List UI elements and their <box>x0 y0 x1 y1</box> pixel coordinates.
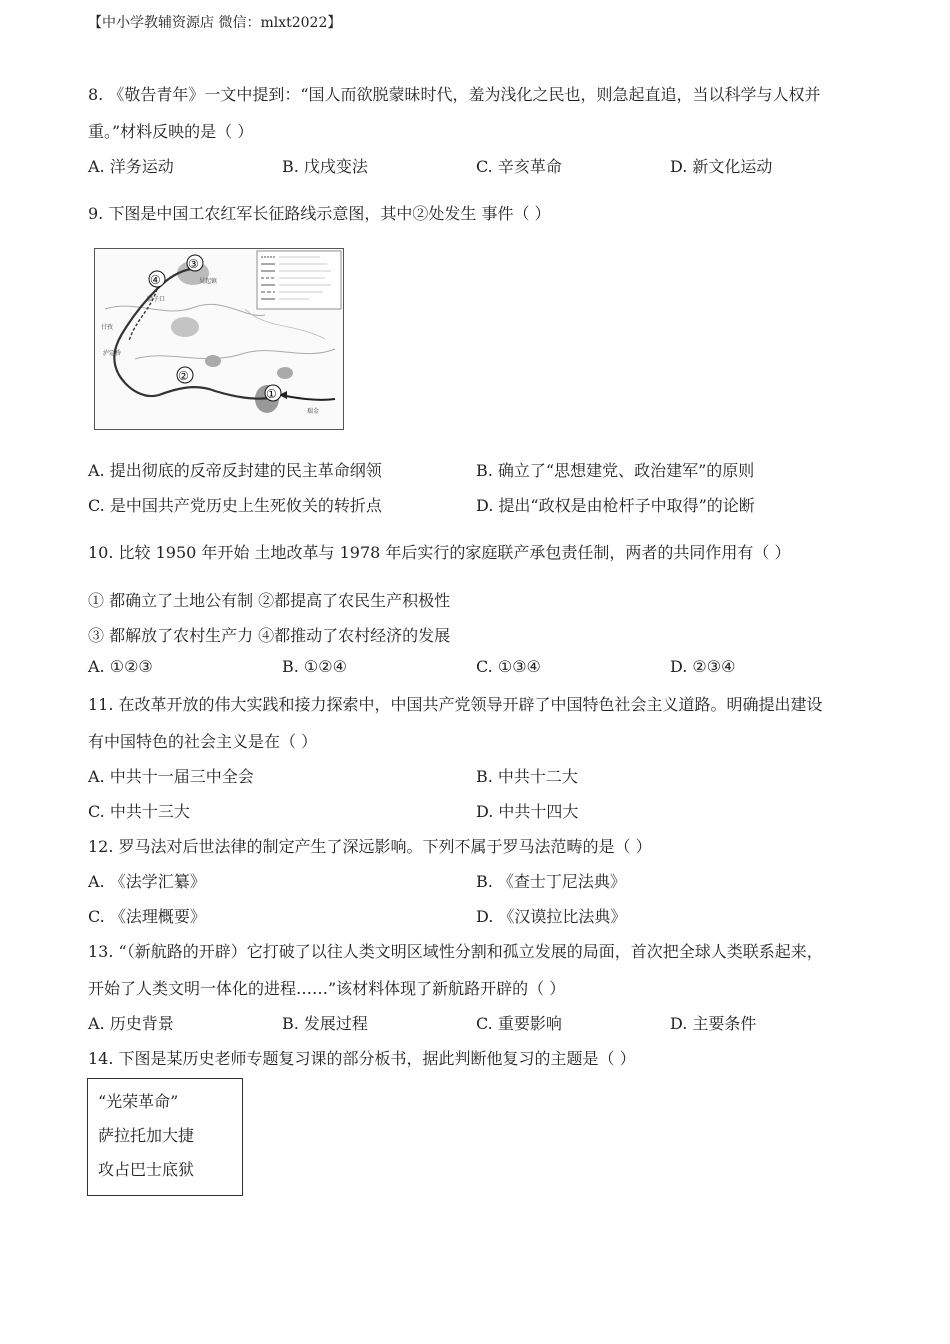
march-route-main <box>114 269 277 399</box>
page-header: 【中小学教辅资源店 微信：mlxt2022】 <box>88 15 342 31</box>
q8-option-d[interactable]: D. 新文化运动 <box>670 157 773 176</box>
q8-option-b[interactable]: B. 戊戌变法 <box>282 157 368 176</box>
q10-option-a[interactable]: A. ①②③ <box>88 657 153 676</box>
svg-text:泸定桥: 泸定桥 <box>103 350 122 357</box>
long-march-map <box>94 248 344 430</box>
q13-option-a[interactable]: A. 历史背景 <box>88 1014 174 1033</box>
q11-option-a[interactable]: A. 中共十一届三中全会 <box>88 767 254 786</box>
map-area-1 <box>171 317 199 337</box>
q12-option-b[interactable]: B. 《查士丁尼法典》 <box>476 872 626 891</box>
q10-statements-1: ① 都确立了土地公有制 ②都提高了农民生产积极性 <box>88 591 451 610</box>
q11-stem-line2: 有中国特色的社会主义是在（ ） <box>88 732 318 751</box>
svg-text:吴起镇: 吴起镇 <box>199 278 218 285</box>
board-line-1: “光荣革命” <box>98 1092 179 1111</box>
q9-option-b[interactable]: B. 确立了“思想建党、政治建军”的原则 <box>476 461 755 480</box>
q13-stem-line1: 13. “（新航路的开辟）它打破了以往人类文明区域性分割和孤立发展的局面，首次把全球人类联系起来， <box>88 942 823 961</box>
q13-option-d[interactable]: D. 主要条件 <box>670 1014 757 1033</box>
q13-stem-line2: 开始了人类文明一体化的进程……”该材料体现了新航路开辟的（ ） <box>88 979 566 998</box>
q13-option-c[interactable]: C. 重要影响 <box>476 1014 562 1033</box>
q12-stem: 12. 罗马法对后世法律的制定产生了深远影响。下列不属于罗马法范畴的是（ ） <box>88 837 652 856</box>
q13-option-b[interactable]: B. 发展过程 <box>282 1014 368 1033</box>
board-line-2: 萨拉托加大捷 <box>98 1126 195 1145</box>
q10-option-c[interactable]: C. ①③④ <box>476 657 541 676</box>
q11-option-c[interactable]: C. 中共十三大 <box>88 802 190 821</box>
blackboard-box <box>87 1078 243 1196</box>
q12-option-c[interactable]: C. 《法理概要》 <box>88 907 206 926</box>
map-border <box>245 309 325 339</box>
q12-option-a[interactable]: A. 《法学汇纂》 <box>88 872 206 891</box>
q10-option-b[interactable]: B. ①②④ <box>282 657 347 676</box>
q9-stem: 9. 下图是中国工农红军长征路线示意图，其中②处发生 事件（ ） <box>88 204 551 223</box>
q8-option-c[interactable]: C. 辛亥革命 <box>476 157 562 176</box>
q11-option-d[interactable]: D. 中共十四大 <box>476 802 579 821</box>
board-line-3: 攻占巴士底狱 <box>98 1160 195 1179</box>
q11-stem-line1: 11. 在改革开放的伟大实践和接力探索中，中国共产党领导开辟了中国特色社会主义道路。明确提出建设 <box>88 695 823 714</box>
q8-stem-line2: 重。”材料反映的是（ ） <box>88 122 254 141</box>
svg-text:瑞金: 瑞金 <box>307 408 320 415</box>
q10-statements-2: ③ 都解放了农村生产力 ④都推动了农村经济的发展 <box>88 626 451 645</box>
map-river-2 <box>135 349 335 359</box>
marker-2: ② <box>178 369 189 383</box>
marker-1: ① <box>266 387 277 401</box>
long-march-map-svg <box>95 249 343 429</box>
map-area-2 <box>205 355 221 367</box>
svg-text:甘孜: 甘孜 <box>101 324 114 331</box>
q8-option-a[interactable]: A. 洋务运动 <box>88 157 174 176</box>
q9-option-d[interactable]: D. 提出“政权是由枪杆子中取得”的论断 <box>476 496 755 515</box>
q9-option-c[interactable]: C. 是中国共产党历史上生死攸关的转折点 <box>88 496 382 515</box>
q12-option-d[interactable]: D. 《汉谟拉比法典》 <box>476 907 627 926</box>
q14-stem: 14. 下图是某历史老师专题复习课的部分板书，据此判断他复习的主题是（ ） <box>88 1049 636 1068</box>
marker-3: ③ <box>188 257 199 271</box>
svg-text:腊子口: 腊子口 <box>147 296 166 303</box>
map-area-3 <box>277 367 293 379</box>
q10-option-d[interactable]: D. ②③④ <box>670 657 736 676</box>
q9-option-a[interactable]: A. 提出彻底的反帝反封建的民主革命纲领 <box>88 461 382 480</box>
q8-stem-line1: 8. 《敬告青年》一文中提到：“国人而欲脱蒙昧时代，羞为浅化之民也，则急起直追，当以科学与人权并 <box>88 85 821 104</box>
q11-option-b[interactable]: B. 中共十二大 <box>476 767 578 786</box>
march-route-start <box>281 395 335 400</box>
map-legend <box>257 251 341 309</box>
marker-4: ④ <box>150 273 161 287</box>
map-river-1 <box>105 304 265 315</box>
q10-stem: 10. 比较 1950 年开始 土地改革与 1978 年后实行的家庭联产承包责任制，两者的共同作用有（ ） <box>88 543 791 562</box>
